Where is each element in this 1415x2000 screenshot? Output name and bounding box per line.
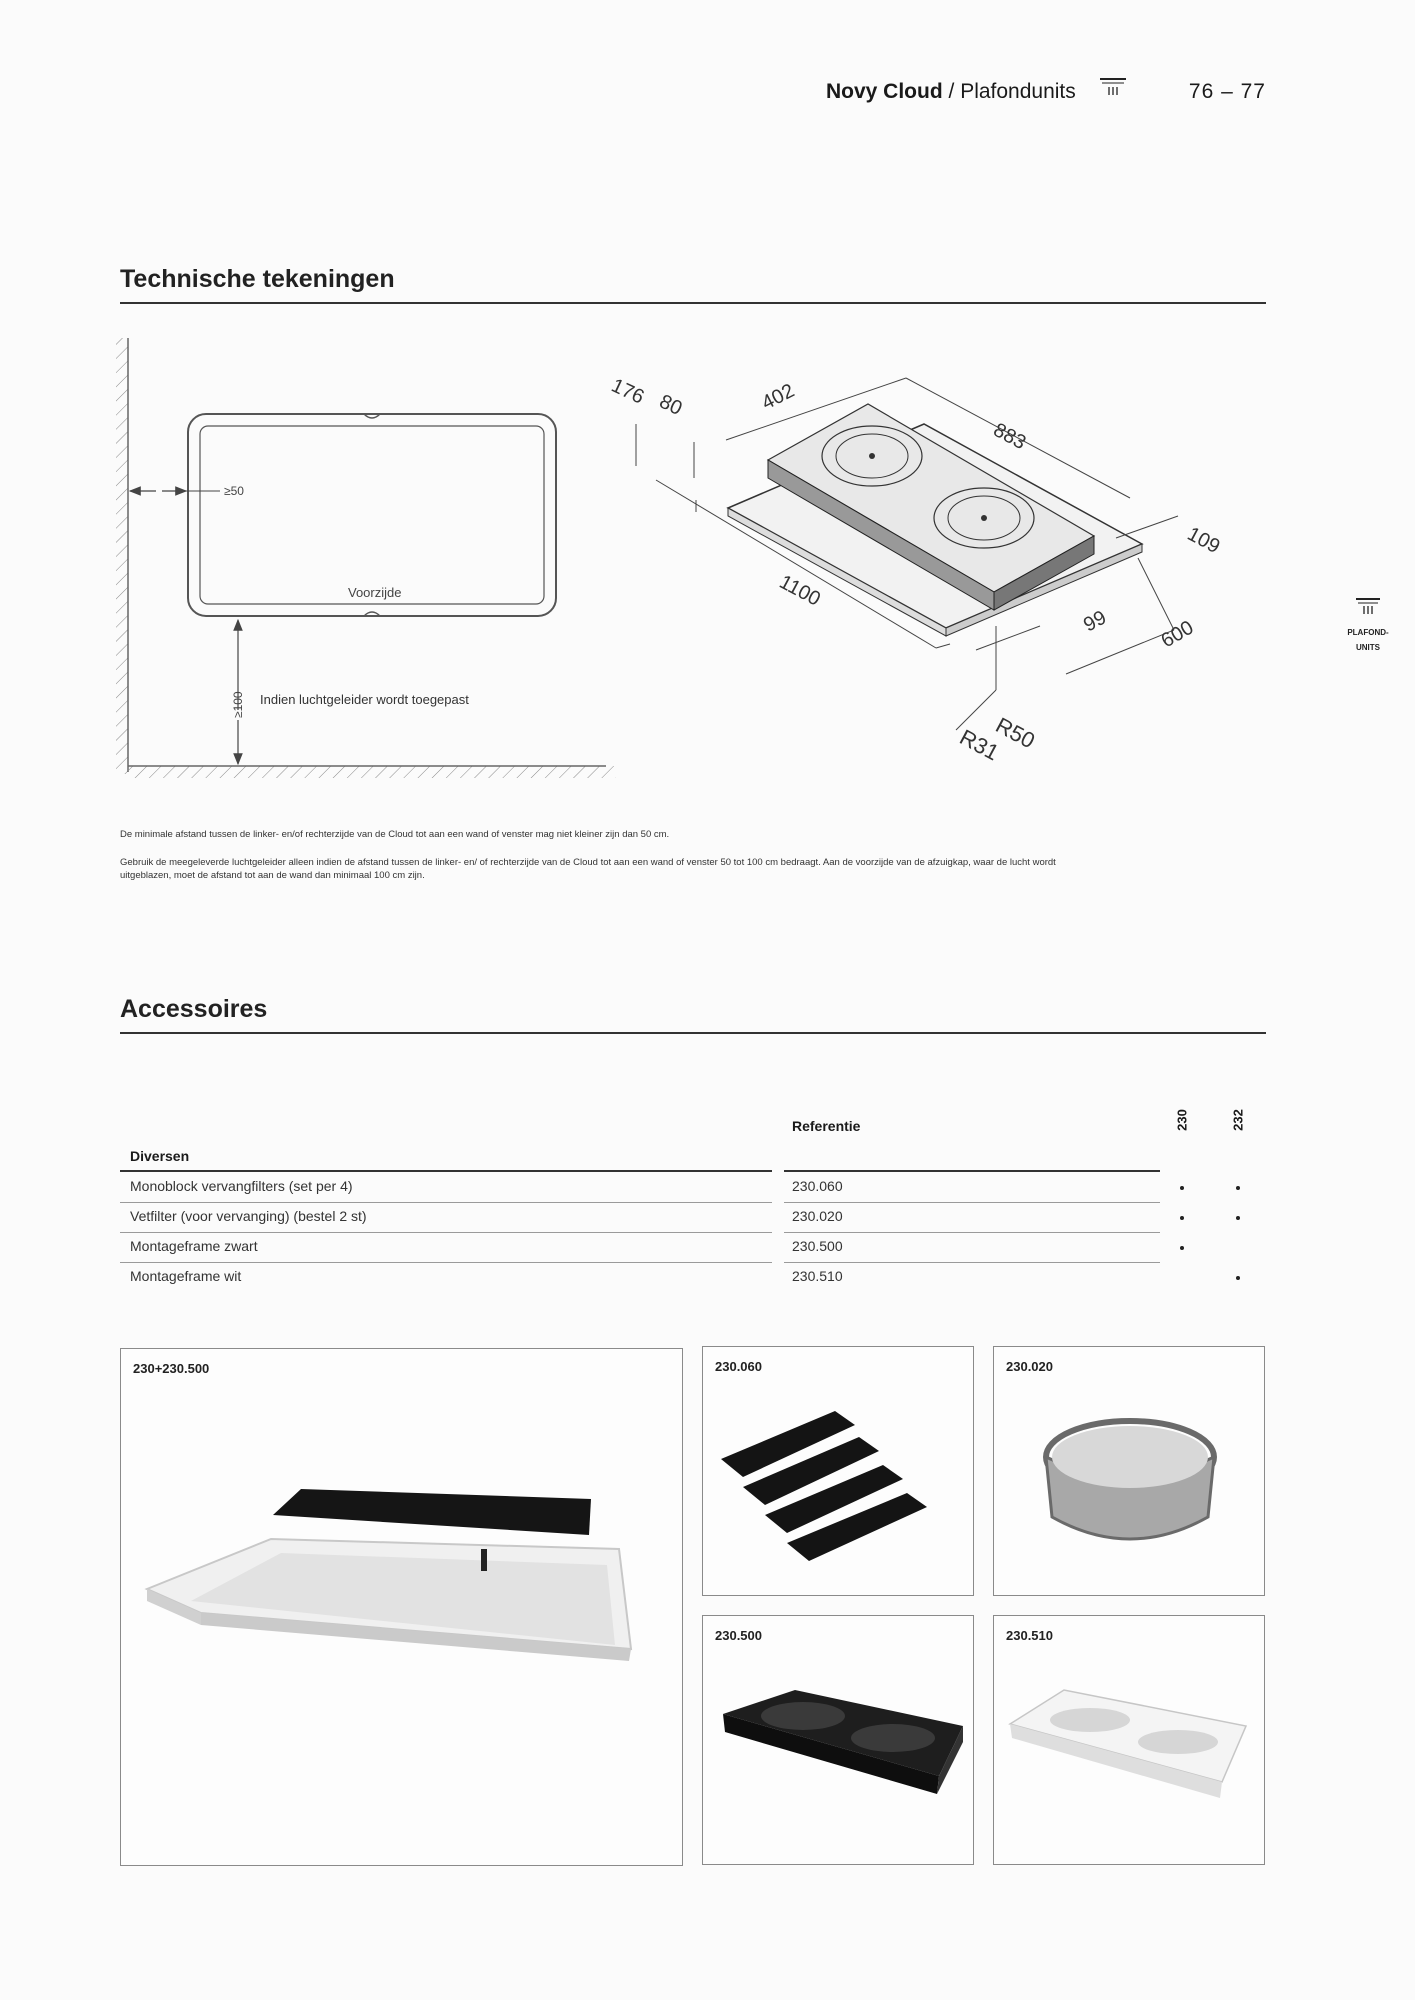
ceiling-hood-icon (1098, 76, 1128, 102)
page-numbers: 76 – 77 (1188, 80, 1266, 103)
product-photo-monoblock-filters (702, 1346, 974, 1596)
product-photo-grease-filter (993, 1346, 1265, 1596)
dim-109-text: 109 (1183, 522, 1224, 559)
accessory-name: Montageframe wit (130, 1268, 242, 1284)
guide-note-text: Indien luchtgeleider wordt toegepast (260, 692, 469, 707)
photo-label: 230+230.500 (133, 1361, 210, 1376)
model-230-column-header: 230 (1174, 1109, 1190, 1131)
accessory-ref: 230.020 (792, 1208, 843, 1224)
note-min-distance: De minimale afstand tussen de linker- en/of rechterzijde van de Cloud tot aan een wand of venster mag niet kleiner zijn dan 50 cm. (120, 829, 670, 840)
header-title (826, 80, 1076, 104)
dim-176-text: 176 (607, 374, 648, 409)
section-title-technical: Technische tekeningen (120, 265, 395, 293)
dim-402-text: 402 (758, 379, 799, 415)
dim-front-text: ≥100 (231, 691, 245, 718)
radius-31-text: R31 (955, 724, 1004, 766)
product-photo-frame-black (702, 1615, 974, 1865)
model-232-column-header: 232 (1230, 1109, 1246, 1131)
availability-dot (1236, 1276, 1240, 1280)
dim-600-text: 600 (1157, 616, 1198, 653)
technical-drawing (116, 330, 1266, 790)
brand-name: Novy Cloud (826, 80, 943, 103)
accessory-name: Montageframe zwart (130, 1238, 258, 1254)
dim-883-text: 883 (989, 418, 1030, 455)
brand-separator: / (942, 80, 961, 103)
header-rule (1152, 1170, 1160, 1172)
section-rule (120, 1032, 1266, 1034)
radius-50-text: R50 (991, 712, 1040, 754)
accessories-table (120, 1096, 1266, 1296)
availability-dot (1180, 1216, 1184, 1220)
photo-label: 230.510 (1006, 1628, 1053, 1643)
isometric-view (608, 375, 1224, 766)
reference-column-header: Referentie (792, 1118, 861, 1134)
dim-1100-text: 1100 (775, 570, 824, 611)
accessory-ref: 230.060 (792, 1178, 843, 1194)
ceiling-hood-icon (1353, 596, 1383, 618)
front-label-text: Voorzijde (348, 585, 402, 600)
group-label: Diversen (130, 1148, 190, 1164)
photo-label: 230.060 (715, 1359, 762, 1374)
note-air-guide-2: uitgeblazen, moet de afstand tot aan de wand dan minimaal 100 cm zijn. (120, 870, 425, 881)
availability-dot (1180, 1246, 1184, 1250)
dim-80-text: 80 (655, 390, 686, 420)
category-name: Plafondunits (960, 80, 1076, 103)
availability-dot (1236, 1186, 1240, 1190)
product-photo-frame-white (993, 1615, 1265, 1865)
note-air-guide-1: Gebruik de meegeleverde luchtgeleider alleen indien de afstand tussen de linker- en/ of rechterzijde van de Cloud tot aan een wand of venster 50 tot 100 cm bedraagt. Aan de voorzijde van de afzuigkap, waar de lucht wordt (120, 857, 1056, 868)
side-tab-label-1: PLAFOND- (1347, 628, 1389, 637)
photo-label: 230.020 (1006, 1359, 1053, 1374)
photo-label: 230.500 (715, 1628, 762, 1643)
side-tab-label-2: UNITS (1356, 643, 1380, 652)
accessory-ref: 230.500 (792, 1238, 843, 1254)
accessory-ref: 230.510 (792, 1268, 843, 1284)
section-rule (120, 302, 1266, 304)
side-tab (1346, 596, 1390, 653)
dim-99-text: 99 (1080, 606, 1110, 637)
product-photo-ceiling-unit (120, 1348, 683, 1866)
dim-side-text: ≥50 (224, 484, 244, 498)
availability-dot (1236, 1216, 1240, 1220)
header-rule (120, 1170, 772, 1172)
page-header (826, 76, 1266, 108)
accessory-name: Vetfilter (voor vervanging) (bestel 2 st) (130, 1208, 367, 1224)
section-title-accessories: Accessoires (120, 995, 268, 1023)
accessory-name: Monoblock vervangfilters (set per 4) (130, 1178, 353, 1194)
availability-dot (1180, 1186, 1184, 1190)
header-rule (784, 1170, 1160, 1172)
plan-view (116, 338, 616, 778)
